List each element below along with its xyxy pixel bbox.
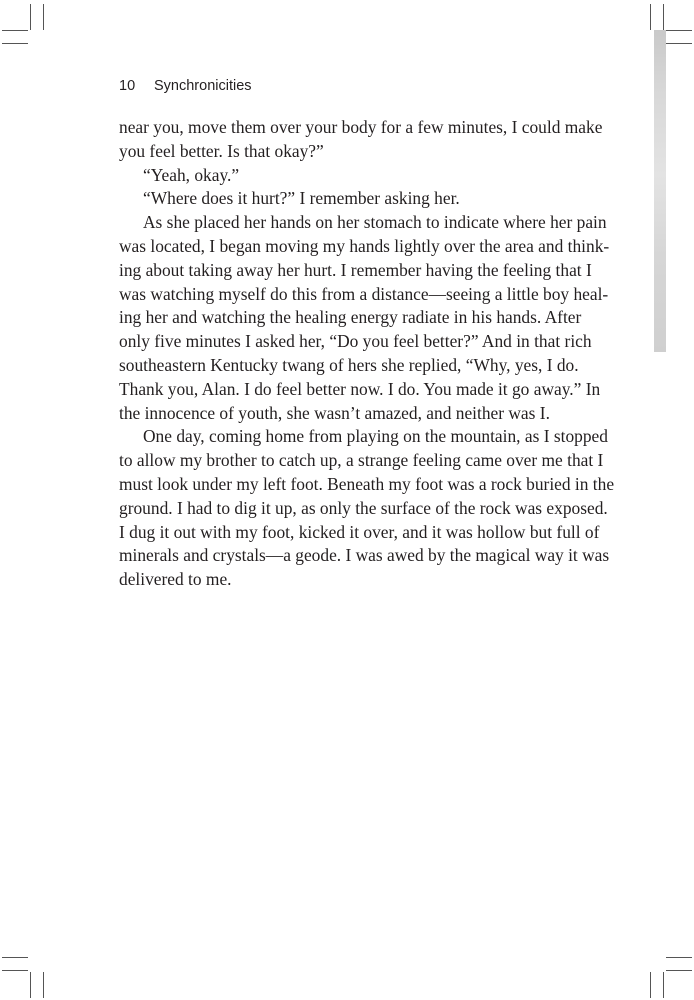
text-line: must look under my left foot. Beneath my foot was a rock buried in the — [119, 473, 615, 494]
text-line: One day, coming home from playing on the mountain, as I stopped — [143, 426, 608, 447]
text-line: only five minutes I asked her, “Do you feel better?” And in that rich — [119, 331, 592, 352]
chapter-title: Synchronicities — [154, 78, 252, 94]
crop-mark — [650, 972, 651, 998]
text-line: the innocence of youth, she wasn’t amazed, and neither was I. — [119, 402, 550, 423]
text-line: ing her and watching the healing energy radiate in his hands. After — [119, 307, 582, 328]
crop-mark — [666, 957, 692, 958]
text-line: ing about taking away her hurt. I remember having the feeling that I — [119, 259, 592, 280]
page-number: 10 — [119, 78, 136, 94]
crop-mark — [663, 4, 664, 30]
text-line: As she placed her hands on her stomach to indicate where her pain — [143, 212, 607, 233]
crop-mark — [666, 43, 692, 44]
text-line: “Yeah, okay.” — [143, 164, 240, 185]
body-text — [119, 116, 615, 592]
crop-mark — [650, 4, 651, 30]
crop-mark — [43, 972, 44, 998]
text-line: to allow my brother to catch up, a strange feeling came over me that I — [119, 450, 604, 471]
crop-mark — [663, 972, 664, 998]
crop-mark — [30, 4, 31, 30]
crop-mark — [2, 30, 28, 31]
crop-mark — [30, 972, 31, 998]
text-line: southeastern Kentucky twang of hers she replied, “Why, yes, I do. — [119, 354, 579, 375]
text-line: was located, I began moving my hands lightly over the area and think- — [119, 235, 610, 256]
text-line: was watching myself do this from a distance—seeing a little boy heal- — [119, 283, 609, 304]
crop-mark — [43, 4, 44, 30]
crop-mark — [2, 957, 28, 958]
text-line: minerals and crystals—a geode. I was awed by the magical way it was — [119, 545, 610, 566]
page-edge-shading — [654, 30, 666, 352]
text-line: you feel better. Is that okay?” — [119, 140, 324, 161]
text-line: ground. I had to dig it up, as only the surface of the rock was exposed. — [119, 497, 608, 518]
text-line: delivered to me. — [119, 569, 232, 590]
running-head — [119, 78, 252, 94]
crop-mark — [666, 970, 692, 971]
crop-mark — [2, 970, 28, 971]
text-line: “Where does it hurt?” I remember asking her. — [143, 188, 460, 209]
crop-mark — [666, 30, 692, 31]
text-line: I dug it out with my foot, kicked it over, and it was hollow but full of — [119, 521, 600, 542]
crop-mark — [2, 43, 28, 44]
text-line: near you, move them over your body for a few minutes, I could make — [119, 117, 603, 137]
text-line: Thank you, Alan. I do feel better now. I do. You made it go away.” In — [119, 378, 601, 399]
